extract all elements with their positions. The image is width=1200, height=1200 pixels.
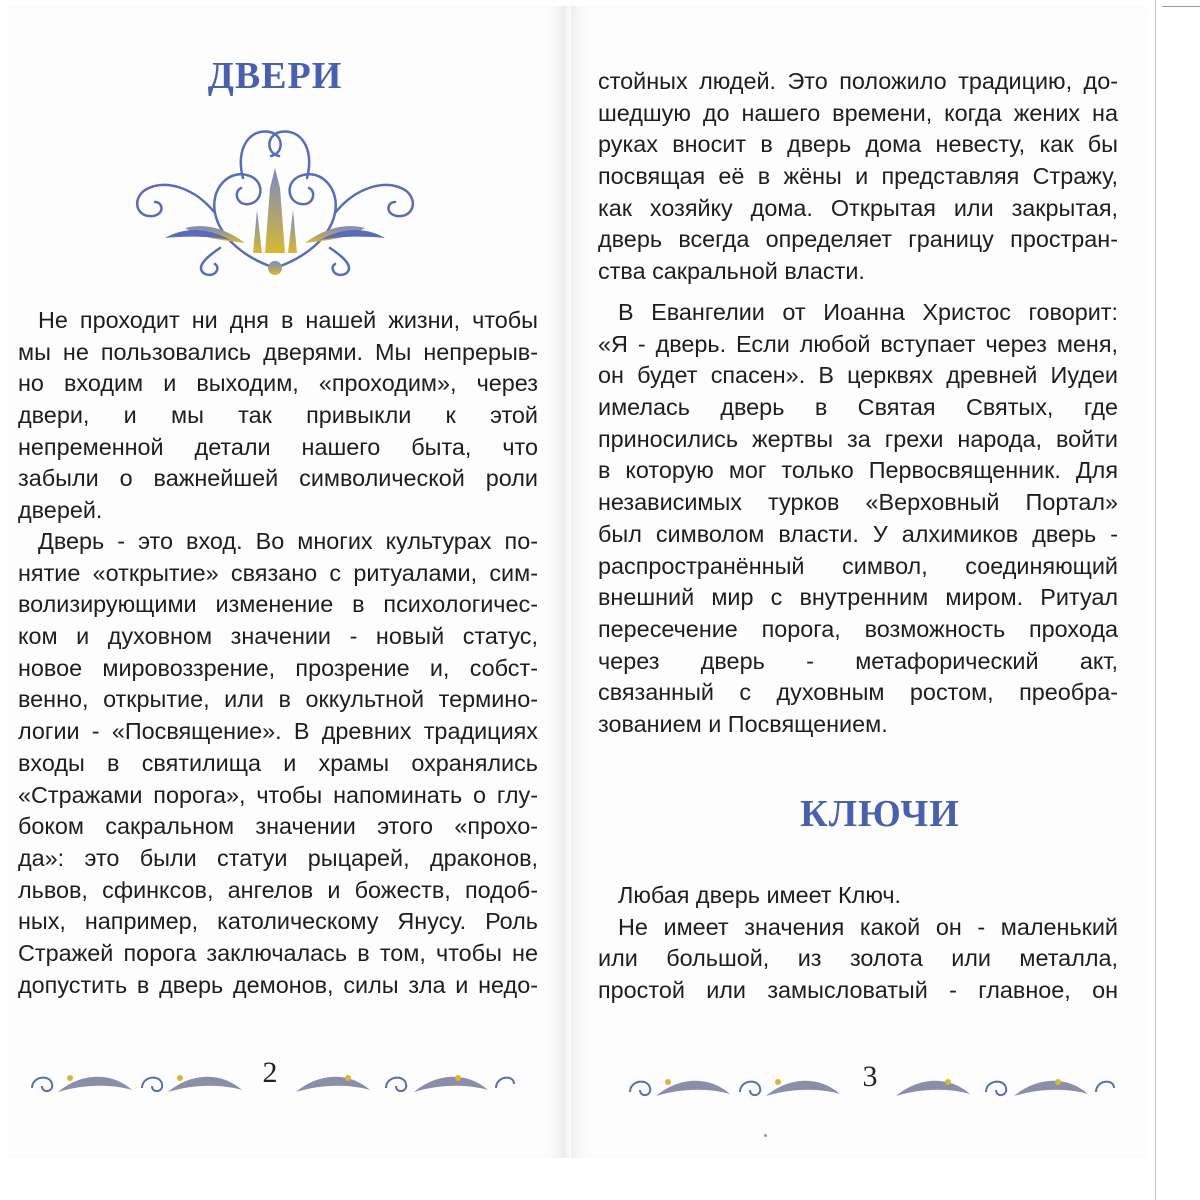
text-line: ства сакральной власти. <box>598 258 865 285</box>
text-line: внешний мир с внутренним миром. Ритуал <box>598 584 1118 611</box>
page-number: 2 <box>262 1056 278 1089</box>
left-paragraph-2 <box>18 526 538 1001</box>
left-paragraph-1 <box>18 305 538 527</box>
text-line: Любая дверь имеет Ключ. <box>618 882 902 908</box>
flourish-ornament-icon <box>125 118 425 278</box>
text-line: стойных людей. Это положило традицию, до- <box>598 68 1118 94</box>
text-line: Стражей порога заключалась в том, чтобы не <box>18 939 538 966</box>
text-line: входы в святилища и храмы охранялись <box>18 749 538 776</box>
text-line: как хозяйку дома. Открытая или закрытая, <box>598 194 1118 221</box>
text-line: был символом власти. У алхимиков дверь - <box>598 520 1118 547</box>
border-flourish-icon <box>22 1058 250 1108</box>
text-line: в которую мог только Первосвященник. Для <box>598 457 1118 484</box>
text-line: шедшую до нашего времени, когда жених на <box>598 99 1118 126</box>
text-line: Не имеет значения какой он - маленький <box>618 913 1118 940</box>
text-line: «Я - дверь. Если любой вступает через меня, <box>598 330 1118 357</box>
text-line: распространённый символ, соединяющий <box>598 552 1118 579</box>
text-line: дверь всегда определяет границу простран- <box>598 226 1118 253</box>
text-line: непременной детали нашего быта, что <box>18 433 538 460</box>
text-line: руках вносит в дверь дома невесту, как бы <box>598 131 1118 158</box>
right-page-title: КЛЮЧИ <box>800 793 960 835</box>
text-line: он будет спасен». В церквях древней Иудеи <box>598 362 1118 389</box>
text-line: новое мировоззрение, прозрение и, собст- <box>18 654 538 681</box>
scan-corner-line <box>1162 6 1200 7</box>
text-line: зованием и Посвящением. <box>598 710 888 737</box>
scan-edge-line <box>1155 0 1156 1200</box>
text-line: забыли о важнейшей символической роли <box>18 465 538 492</box>
text-line: приносились жертвы за грехи народа, войти <box>598 425 1118 452</box>
text-line: да»: это были статуи рыцарей, драконов, <box>18 844 538 871</box>
right-paragraph-1 <box>598 66 1118 288</box>
border-flourish-icon <box>288 1058 516 1108</box>
text-line: связанный с духовным ростом, преобра- <box>598 679 1118 706</box>
border-flourish-icon <box>620 1062 848 1112</box>
text-line: венно, открытие, или в оккультной термино- <box>18 686 538 713</box>
scan-speck <box>764 1134 767 1137</box>
text-line: допустить в дверь демонов, силы зла и недо- <box>18 971 538 998</box>
text-line: В Евангелии от Иоанна Христос говорит: <box>618 299 1118 325</box>
text-line: Не проходит ни дня в нашей жизни, чтобы <box>38 307 538 333</box>
booklet-spine <box>563 6 571 1158</box>
text-line: независимых турков «Верховный Портал» <box>598 489 1118 516</box>
text-line: нятие «открытие» связано с ритуалами, сим- <box>18 559 538 586</box>
right-paragraph-3 <box>598 880 1118 1007</box>
left-page-title: ДВЕРИ <box>207 55 343 97</box>
text-line: имелась дверь в Святая Святых, где <box>598 394 1118 421</box>
text-line: «Стражами порога», чтобы напоминать о глу- <box>18 781 538 808</box>
page-number: 3 <box>862 1060 878 1093</box>
text-line: ком и духовном значении - новый статус, <box>18 623 538 650</box>
text-line: через дверь - метафорический акт, <box>598 647 1118 674</box>
text-line: дверей. <box>18 497 103 524</box>
text-line: волизирующими изменение в психологичес- <box>18 591 538 618</box>
text-line: Дверь - это вход. Во многих культурах по- <box>38 528 538 554</box>
text-line: логии - «Посвящение». В древних традициях <box>18 718 538 745</box>
text-line: мы не пользовались дверями. Мы непрерыв- <box>18 338 538 365</box>
text-line: пересечение порога, возможность прохода <box>598 615 1118 642</box>
text-line: или большой, из золота или металла, <box>598 945 1118 972</box>
text-line: боком сакральном значении этого «прохо- <box>18 813 538 840</box>
text-line: простой или замысловатый - главное, он <box>598 977 1118 1004</box>
right-paragraph-2 <box>598 297 1118 741</box>
text-line: но входим и выходим, «проходим», через <box>18 370 538 397</box>
border-flourish-icon <box>888 1062 1116 1112</box>
text-line: посвящая её в жёны и представляя Стражу, <box>598 163 1118 190</box>
text-line: двери, и мы так привыкли к этой <box>18 402 538 429</box>
text-line: ных, например, католическому Янусу. Роль <box>18 908 538 935</box>
text-line: львов, сфинксов, ангелов и божеств, подоб- <box>18 876 538 903</box>
